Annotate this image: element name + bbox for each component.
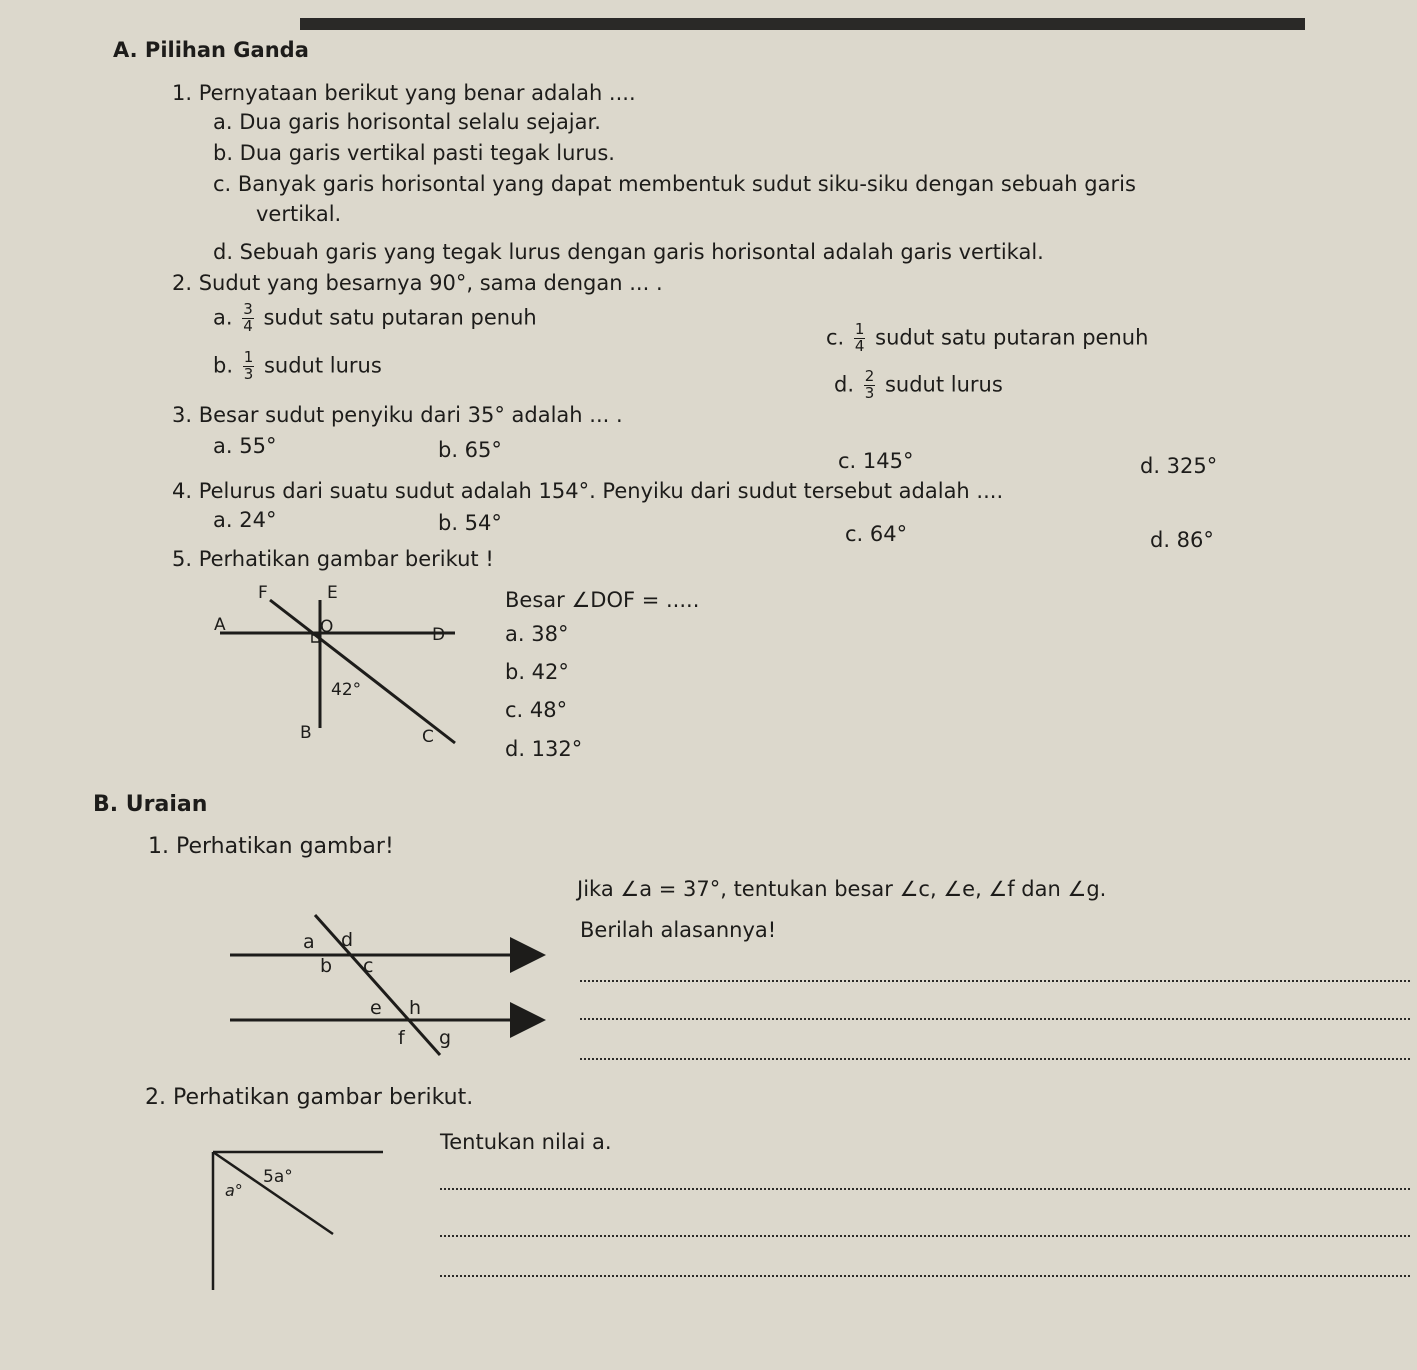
q1-stem: 1. Pernyataan berikut yang benar adalah .... xyxy=(172,81,636,105)
answer-line xyxy=(440,1275,1410,1277)
answer-line xyxy=(580,1058,1410,1060)
transversal xyxy=(315,915,440,1055)
b1-parallel-lines-figure xyxy=(225,910,555,1060)
fraction: $\frac{1}{4}$ xyxy=(854,320,865,355)
b2-stem: 2. Perhatikan gambar berikut. xyxy=(145,1085,474,1110)
q5-stem: 5. Perhatikan gambar berikut ! xyxy=(172,547,494,571)
label-e: E xyxy=(327,583,338,603)
q4-option-a: a. 24° xyxy=(213,508,277,532)
b1-line2: Berilah alasannya! xyxy=(580,918,777,942)
q1-option-c-cont: vertikal. xyxy=(256,202,342,226)
q2-stem: 2. Sudut yang besarnya 90°, sama dengan ... . xyxy=(172,271,663,295)
b2-prompt: Tentukan nilai a. xyxy=(440,1130,612,1154)
angle-label-42: 42° xyxy=(331,680,362,700)
q4-option-c: c. 64° xyxy=(845,522,908,546)
q5-option-d: d. 132° xyxy=(505,737,583,761)
b1-stem: 1. Perhatikan gambar! xyxy=(148,834,394,859)
line-fc xyxy=(270,600,455,743)
fraction: $\frac{3}{4}$ xyxy=(243,300,253,335)
q3-option-a: a. 55° xyxy=(213,434,277,458)
q2-option-a: a. $\frac{3}{4}$ sudut satu putaran penuh xyxy=(213,300,537,335)
answer-line xyxy=(580,980,1410,982)
label-g: g xyxy=(439,1027,452,1049)
q1-option-d: d. Sebuah garis yang tegak lurus dengan garis horisontal adalah garis vertikal. xyxy=(213,240,1044,264)
angle-label-a: a° xyxy=(225,1181,243,1200)
label-b: B xyxy=(300,723,312,743)
answer-line xyxy=(580,1018,1410,1020)
angle-label-5a: 5a° xyxy=(263,1167,293,1187)
q2-option-b: b. $\frac{1}{3}$ sudut lurus xyxy=(213,348,382,383)
fraction: $\frac{1}{3}$ xyxy=(243,348,254,383)
q2-option-c: c. $\frac{1}{4}$ sudut satu putaran penuh xyxy=(826,320,1149,355)
q5-prompt: Besar ∠DOF = ..... xyxy=(505,588,700,612)
label-d: D xyxy=(432,625,446,645)
q5-option-a: a. 38° xyxy=(505,622,569,646)
q2-option-d: d. $\frac{2}{3}$ sudut lurus xyxy=(834,367,1003,402)
q3-option-d: d. 325° xyxy=(1140,454,1218,478)
q1-option-c: c. Banyak garis horisontal yang dapat membentuk sudut siku-siku dengan sebuah garis xyxy=(213,172,1136,196)
q1-option-a: a. Dua garis horisontal selalu sejajar. xyxy=(213,110,601,134)
label-a: a xyxy=(303,931,315,953)
q4-stem: 4. Pelurus dari suatu sudut adalah 154°. Penyiku dari sudut tersebut adalah .... xyxy=(172,479,1004,503)
q3-option-c: c. 145° xyxy=(838,449,914,473)
section-a-title: A. Pilihan Ganda xyxy=(113,38,309,62)
q5-option-c: c. 48° xyxy=(505,698,568,722)
q4-option-b: b. 54° xyxy=(438,511,502,535)
label-f: f xyxy=(398,1027,405,1049)
b1-line1: Jika ∠a = 37°, tentukan besar ∠c, ∠e, ∠f dan ∠g. xyxy=(577,877,1107,901)
b2-angle-figure xyxy=(205,1140,395,1300)
q5-option-b: b. 42° xyxy=(505,660,569,684)
fraction: $\frac{2}{3}$ xyxy=(864,367,875,402)
label-b: b xyxy=(320,955,333,977)
top-border-bar xyxy=(300,18,1305,30)
label-e: e xyxy=(370,997,382,1019)
label-o: O xyxy=(320,617,334,637)
section-b-title: B. Uraian xyxy=(93,792,208,817)
answer-line xyxy=(440,1188,1410,1190)
q4-option-d: d. 86° xyxy=(1150,528,1214,552)
answer-line xyxy=(440,1235,1410,1237)
q5-angle-figure xyxy=(200,580,480,750)
q3-option-b: b. 65° xyxy=(438,438,502,462)
label-c: C xyxy=(422,727,434,747)
label-c: c xyxy=(363,955,374,977)
label-f: F xyxy=(258,583,268,603)
label-a: A xyxy=(214,615,226,635)
q3-stem: 3. Besar sudut penyiku dari 35° adalah ... . xyxy=(172,403,623,427)
label-h: h xyxy=(409,997,422,1019)
q1-option-b: b. Dua garis vertikal pasti tegak lurus. xyxy=(213,141,615,165)
label-d: d xyxy=(341,929,354,951)
